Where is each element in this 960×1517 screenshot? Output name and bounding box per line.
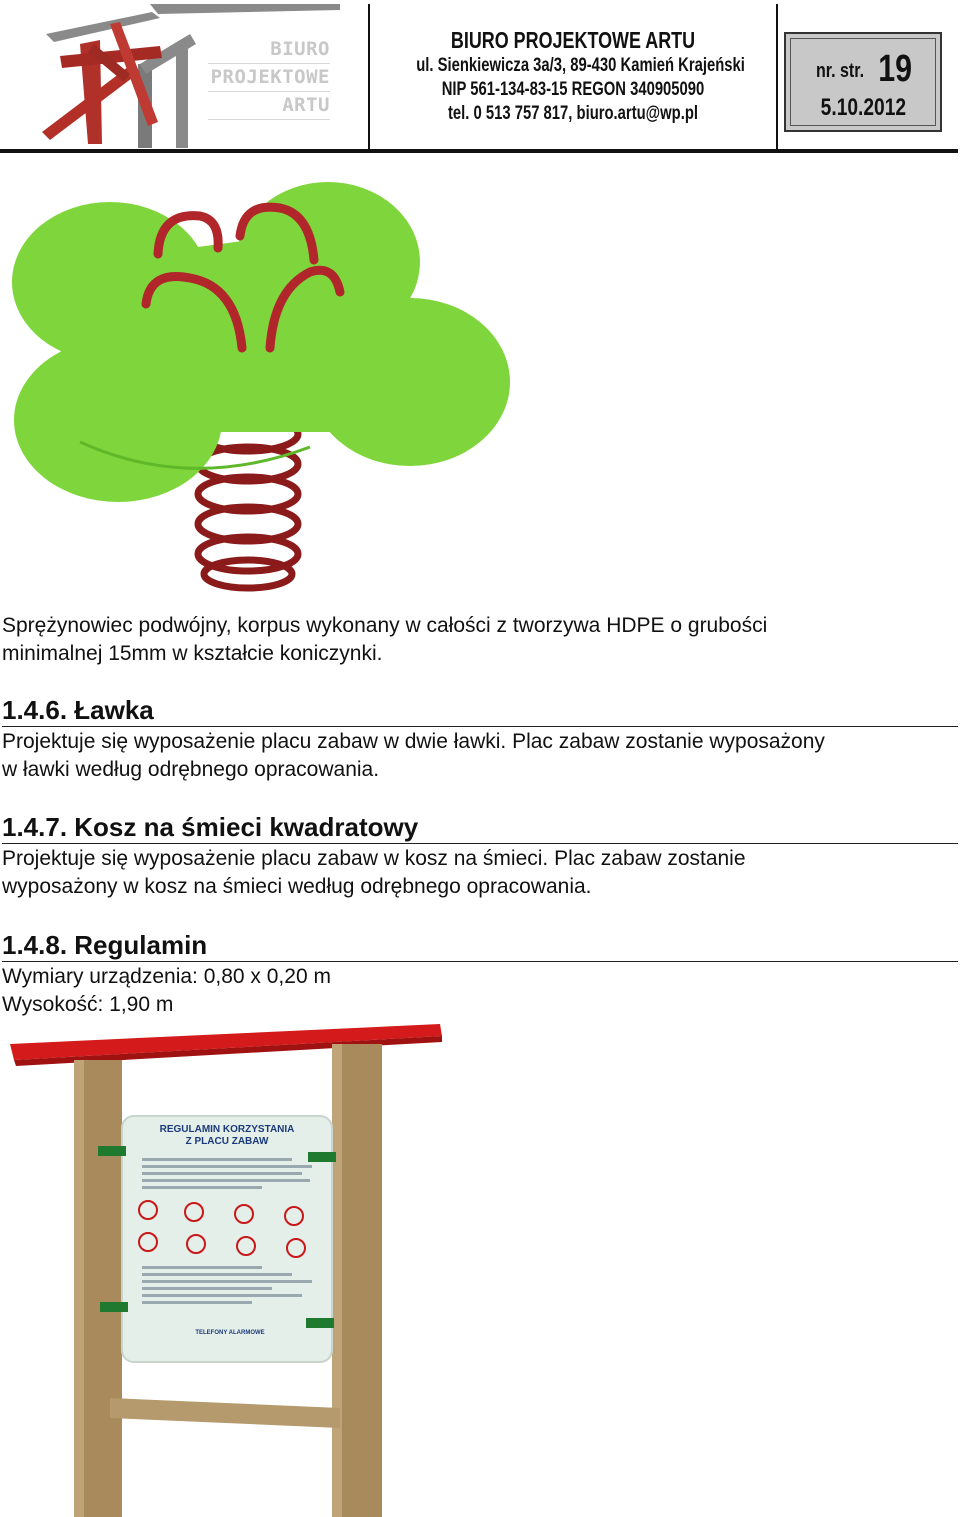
header-rule: [0, 149, 958, 153]
page-number-box: [784, 32, 942, 132]
logo-wordmark: [208, 36, 330, 120]
logo-word-1: BIURO: [208, 36, 330, 64]
bin-paragraph: [2, 845, 952, 901]
intro-paragraph: [2, 612, 952, 668]
logo-word-2: PROJEKTOWE: [208, 64, 330, 92]
header-divider-right: [776, 4, 778, 152]
bench-line-2: w ławki według odrębnego opracowania.: [2, 758, 380, 781]
clover-seat: [12, 182, 510, 502]
heading-bench: 1.4.6. Ławka: [2, 694, 958, 727]
page-header: [0, 0, 960, 156]
spring-rider-image: [10, 172, 520, 600]
intro-line-2: minimalnej 15mm w kształcie koniczynki.: [2, 642, 383, 665]
heading-bin: 1.4.7. Kosz na śmieci kwadratowy: [2, 811, 958, 844]
header-divider-left: [368, 4, 370, 152]
bin-line-1: Projektuje się wyposażenie placu zabaw w kosz na śmieci. Plac zabaw zostanie: [2, 847, 746, 870]
logo-word-3: ARTU: [208, 92, 330, 120]
board-crossbar: [110, 1398, 340, 1428]
company-ids: NIP 561-134-83-15 REGON 340905090: [441, 79, 705, 100]
bench-line-1: Projektuje się wyposażenie placu zabaw w dwie ławki. Plac zabaw zostanie wyposażony: [2, 730, 825, 753]
rules-paragraph: [2, 963, 952, 1019]
heading-rules: 1.4.8. Regulamin: [2, 929, 958, 962]
rules-line-1: Wymiary urządzenia: 0,80 x 0,20 m: [2, 965, 331, 988]
company-name: BIURO PROJEKTOWE ARTU: [450, 27, 696, 53]
bin-line-2: wyposażony w kosz na śmieci według odrębnego opracowania.: [2, 875, 592, 898]
board-title-line-2: Z PLACU ZABAW: [185, 1136, 269, 1147]
bench-paragraph: [2, 728, 952, 784]
company-address: ul. Sienkiewicza 3a/3, 89-430 Kamień Krajeński: [416, 55, 745, 76]
company-contact: tel. 0 513 757 817, biuro.artu@wp.pl: [447, 103, 699, 124]
board-footer: TELEFONY ALARMOWE: [195, 1330, 265, 1336]
rules-line-2: Wysokość: 1,90 m: [2, 993, 174, 1016]
intro-line-1: Sprężynowiec podwójny, korpus wykonany w całości z tworzywa HDPE o grubości: [2, 614, 768, 637]
page-number: 19: [878, 48, 913, 90]
rules-board-panel: [122, 1116, 332, 1362]
page-number-label: nr. str.: [815, 60, 864, 82]
page-date: 5.10.2012: [820, 94, 906, 121]
board-title-line-1: REGULAMIN KORZYSTANIA: [159, 1124, 295, 1135]
company-info: [372, 26, 774, 126]
rules-board-image: [10, 1020, 450, 1517]
